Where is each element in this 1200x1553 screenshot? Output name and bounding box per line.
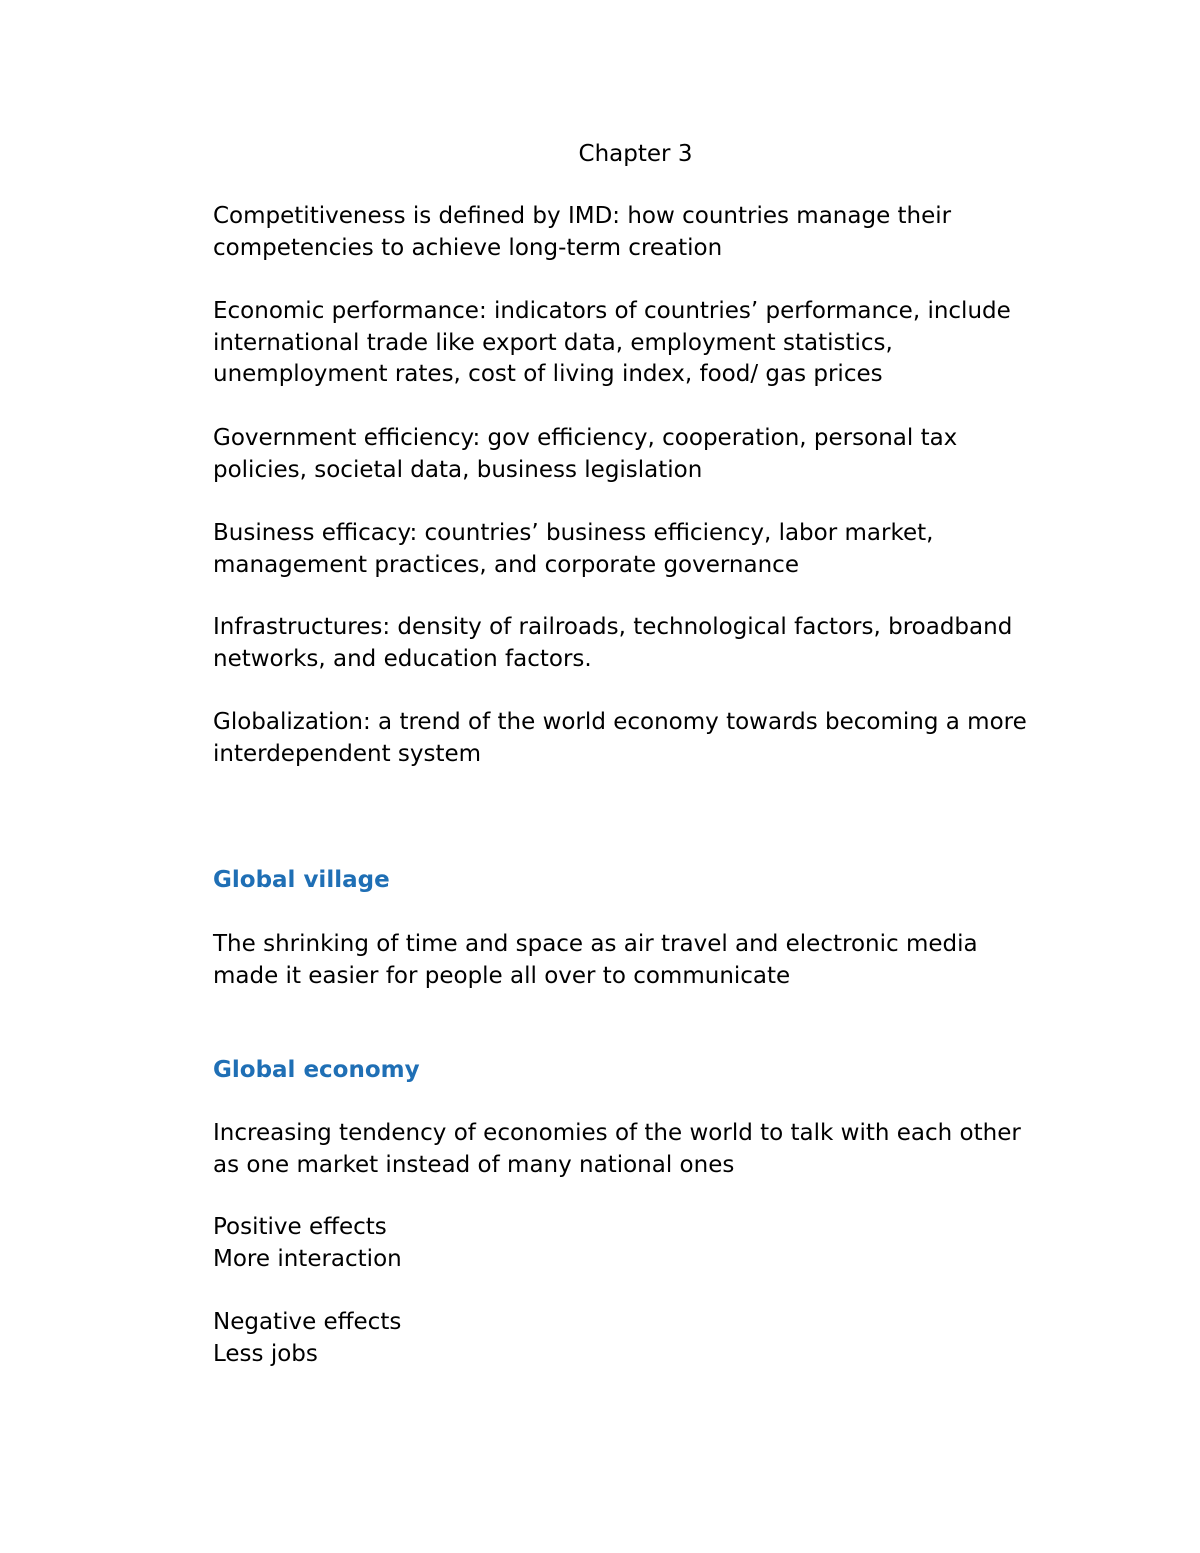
paragraph-line: Business efficacy: countries’ business efficiency, labor market, xyxy=(213,520,934,546)
economic-performance-paragraph xyxy=(213,296,1063,391)
paragraph-line: competencies to achieve long-term creation xyxy=(213,234,723,261)
paragraph-line: Economic performance: indicators of countries’ performance, include xyxy=(213,298,1011,324)
global-economy-paragraph xyxy=(213,1118,1063,1181)
paragraph-line: management practices, and corporate governance xyxy=(213,551,799,578)
positive-effects-item: More interaction xyxy=(213,1245,402,1272)
infrastructures-paragraph xyxy=(213,612,1063,675)
competitiveness-paragraph xyxy=(213,201,1063,264)
paragraph-line: unemployment rates, cost of living index, food/ gas prices xyxy=(213,361,883,387)
chapter-title: Chapter 3 xyxy=(578,141,693,167)
government-efficiency-paragraph xyxy=(213,423,1063,486)
global-economy-heading: Global economy xyxy=(213,1057,420,1083)
negative-effects-block xyxy=(213,1307,1063,1370)
positive-effects-block xyxy=(213,1212,1063,1275)
paragraph-line: interdependent system xyxy=(213,740,482,767)
negative-effects-label: Negative effects xyxy=(213,1309,402,1335)
paragraph-line: Increasing tendency of economies of the world to talk with each other xyxy=(213,1120,1021,1146)
global-village-heading: Global village xyxy=(213,867,390,893)
paragraph-line: as one market instead of many national ones xyxy=(213,1151,735,1178)
paragraph-line: The shrinking of time and space as air travel and electronic media xyxy=(213,931,978,957)
paragraph-line: networks, and education factors. xyxy=(213,645,592,672)
business-efficacy-paragraph xyxy=(213,518,1063,581)
paragraph-line: policies, societal data, business legislation xyxy=(213,456,703,483)
paragraph-line: international trade like export data, employment statistics, xyxy=(213,329,893,356)
positive-effects-label: Positive effects xyxy=(213,1214,387,1240)
negative-effects-item: Less jobs xyxy=(213,1340,318,1367)
paragraph-line: made it easier for people all over to communicate xyxy=(213,962,791,989)
paragraph-line: Government efficiency: gov efficiency, cooperation, personal tax xyxy=(213,425,958,451)
paragraph-line: Competitiveness is defined by IMD: how countries manage their xyxy=(213,203,952,229)
paragraph-line: Globalization: a trend of the world economy towards becoming a more xyxy=(213,709,1027,735)
paragraph-line: Infrastructures: density of railroads, technological factors, broadband xyxy=(213,614,1013,640)
globalization-paragraph xyxy=(213,707,1063,770)
global-village-paragraph xyxy=(213,929,1063,992)
